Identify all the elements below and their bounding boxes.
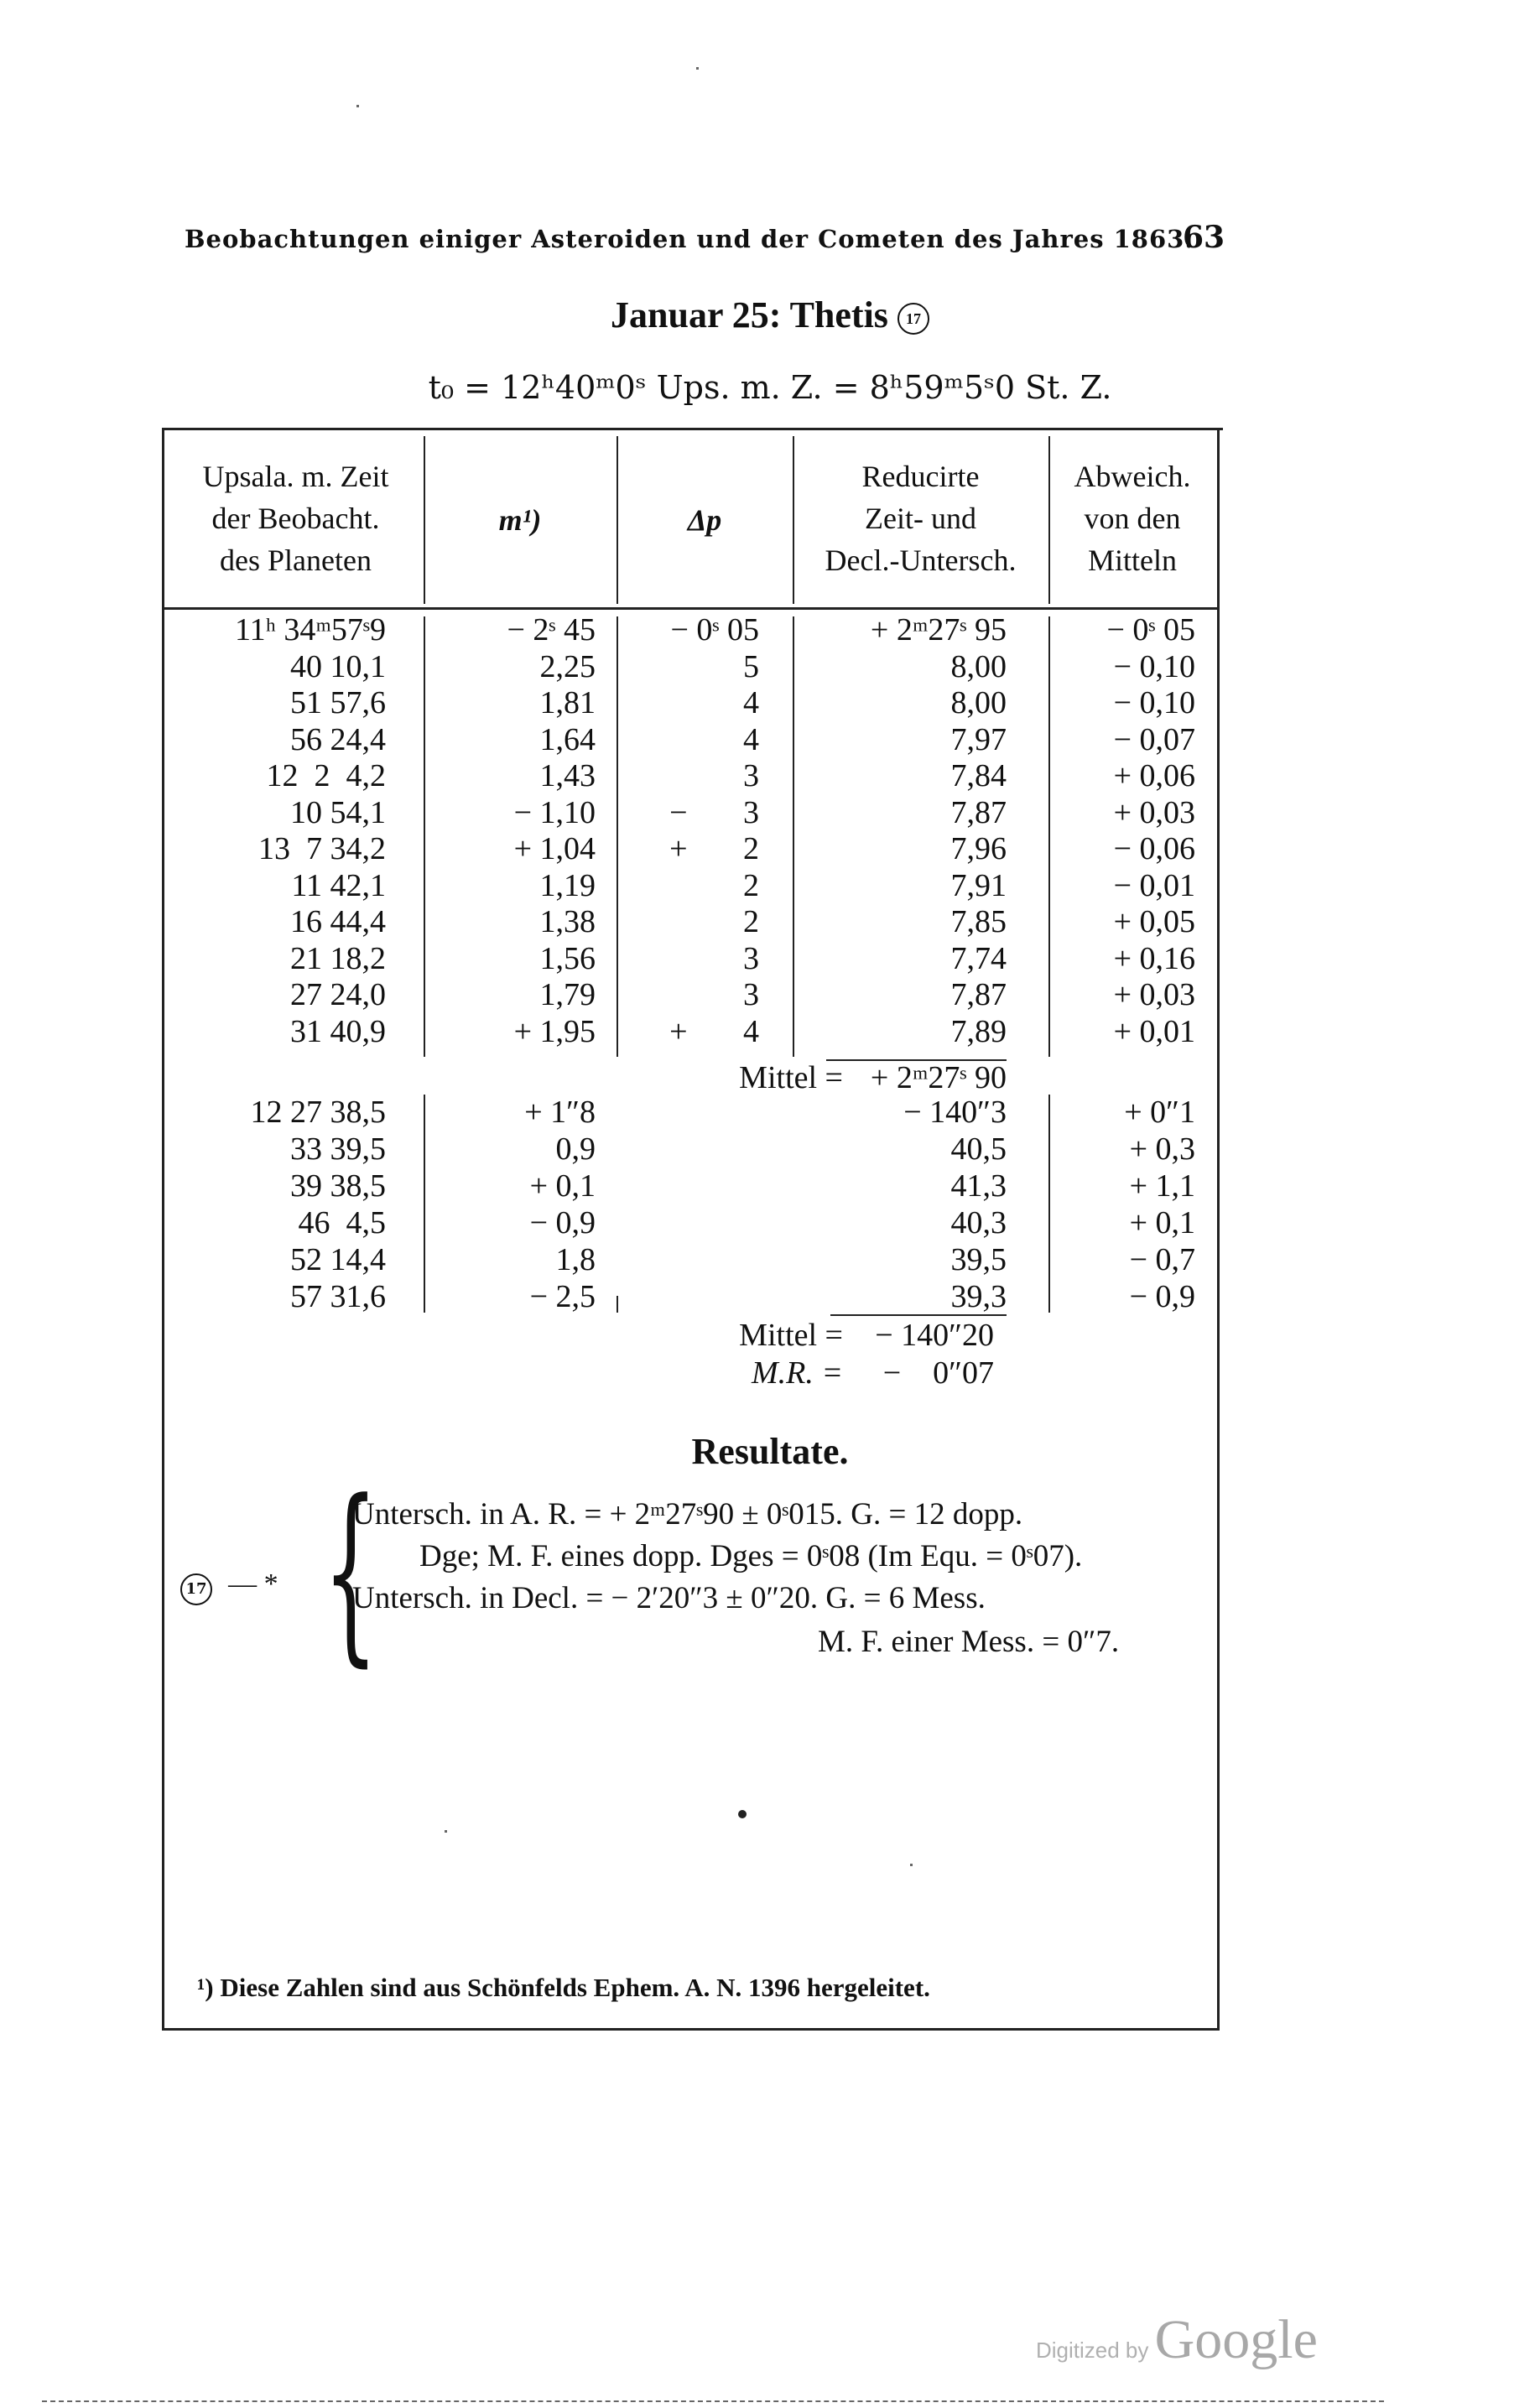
cell-deviation: + 0,06 — [1113, 758, 1195, 793]
ra-mean-label: Mittel = — [739, 1060, 843, 1095]
footnote: ¹) Diese Zahlen sind aus Schönfelds Ephem. A. N. 1396 hergeleitet. — [197, 1973, 930, 2002]
col-header-reduced — [793, 455, 1048, 581]
cell-reduced: 7,85 — [950, 904, 1007, 939]
frame-right-rule — [1217, 429, 1220, 2028]
resultate-label-text: — * — [228, 1568, 278, 1599]
cell-m: 2,25 — [539, 648, 596, 684]
cell-time: 39 38,5 — [290, 1168, 386, 1204]
col-sep-1-body — [424, 616, 425, 1057]
cell-deviation: + 0,01 — [1113, 1013, 1195, 1049]
cell-time: 13 7 34,2 — [258, 831, 386, 866]
cell-time: 16 44,4 — [290, 904, 386, 939]
col-header-m: m¹) — [498, 503, 542, 537]
running-title: Beobachtungen einiger Asteroiden und der Cometen des Jahres 1863. — [185, 225, 1194, 253]
cell-time: 31 40,9 — [290, 1013, 386, 1049]
cell-m: + 1″8 — [524, 1095, 596, 1130]
cell-dp: 2 — [743, 904, 759, 939]
page-number: 63 — [1183, 220, 1225, 255]
cell-deviation: + 0,03 — [1113, 794, 1195, 830]
col-sep-4-decl — [1048, 1095, 1050, 1313]
cell-reduced: 7,87 — [950, 977, 1007, 1012]
brace: { — [323, 1460, 378, 1684]
decl-mean-label: Mittel = — [739, 1318, 843, 1353]
cell-m: 0,9 — [555, 1131, 596, 1167]
cell-deviation: − 0,07 — [1113, 721, 1195, 757]
cell-deviation: − 0,10 — [1113, 685, 1195, 720]
cell-m: − 2ˢ 45 — [507, 612, 596, 648]
resultate-label — [180, 1568, 278, 1605]
cell-reduced: 7,87 — [950, 794, 1007, 830]
col-header-deviation — [1048, 455, 1216, 581]
cell-time: 11 42,1 — [291, 867, 386, 903]
cell-reduced: + 2ᵐ27ˢ 95 — [870, 612, 1007, 648]
cell-dp: 5 — [743, 648, 759, 684]
decl-mr-value: − 0″07 — [882, 1355, 994, 1391]
speck — [356, 105, 359, 107]
cell-dp: 2 — [743, 867, 759, 903]
cell-time: 27 24,0 — [290, 977, 386, 1012]
cell-time: 21 18,2 — [290, 940, 386, 976]
cell-m: 1,56 — [539, 940, 596, 976]
cell-m: + 0,1 — [529, 1168, 596, 1204]
cell-dp: 3 — [743, 940, 759, 976]
cell-reduced: 39,5 — [950, 1242, 1007, 1277]
cell-reduced: 7,89 — [950, 1013, 1007, 1049]
cell-m: 1,43 — [539, 758, 596, 793]
col-header-deviation-line: von den — [1084, 502, 1181, 535]
speck — [910, 1864, 913, 1866]
cell-deviation: + 0″1 — [1124, 1095, 1195, 1130]
cell-deviation: − 0,06 — [1113, 831, 1195, 866]
cell-deviation: + 1,1 — [1129, 1168, 1195, 1204]
decl-mr-label: M.R. = — [751, 1355, 843, 1391]
cell-reduced: 7,84 — [950, 758, 1007, 793]
cell-dp: 4 — [743, 721, 759, 757]
print-dot — [738, 1810, 747, 1818]
speck — [696, 67, 699, 70]
col-header-reduced-line: Zeit- und — [865, 502, 976, 535]
cell-time: 56 24,4 — [290, 721, 386, 757]
cell-deviation: + 0,05 — [1113, 904, 1195, 939]
cell-deviation: − 0,7 — [1129, 1242, 1195, 1277]
scan-edge-line — [42, 2400, 1384, 2402]
cell-m: − 2,5 — [529, 1279, 596, 1314]
speck — [445, 1830, 447, 1833]
col-header-deviation-line: Mitteln — [1088, 543, 1177, 577]
title-text: Januar 25: Thetis — [611, 294, 888, 335]
cell-dp: + 4 — [669, 1013, 759, 1049]
col-sep-2-body — [617, 616, 618, 1057]
cell-reduced: 8,00 — [950, 648, 1007, 684]
cell-reduced: 7,91 — [950, 867, 1007, 903]
col-header-time-line: der Beobacht. — [211, 502, 380, 535]
cell-dp: − 3 — [669, 794, 759, 830]
planet-number-badge: 17 — [897, 303, 929, 335]
cell-time: 12 2 4,2 — [266, 758, 386, 793]
cell-reduced: 8,00 — [950, 685, 1007, 720]
cell-reduced: 7,96 — [950, 831, 1007, 866]
frame-left-rule — [162, 429, 164, 2028]
cell-dp: + 2 — [669, 831, 759, 866]
epoch-line: t₀ = 12ʰ40ᵐ0ˢ Ups. m. Z. = 8ʰ59ᵐ5ˢ0 St. Z. — [428, 369, 1112, 406]
col-header-dp: Δp — [687, 503, 722, 537]
col-sep-2-decl — [617, 1296, 618, 1313]
frame-bottom-rule — [162, 2028, 1220, 2031]
cell-m: 1,64 — [539, 721, 596, 757]
cell-time: 10 54,1 — [290, 794, 386, 830]
col-header-time-line: des Planeten — [220, 543, 372, 577]
cell-time: 52 14,4 — [290, 1242, 386, 1277]
cell-deviation: − 0ˢ 05 — [1106, 612, 1195, 648]
cell-time: 33 39,5 — [290, 1131, 386, 1167]
page-title — [0, 294, 1540, 336]
cell-deviation: + 0,3 — [1129, 1131, 1195, 1167]
cell-time: 12 27 38,5 — [250, 1095, 386, 1130]
cell-reduced: − 140″3 — [903, 1095, 1007, 1130]
cell-m: 1,79 — [539, 977, 596, 1012]
cell-dp: 4 — [743, 685, 759, 720]
resultate-line-1: Untersch. in A. R. = + 2ᵐ27ˢ90 ± 0ˢ015. G. = 12 dopp. — [352, 1497, 1023, 1532]
cell-deviation: − 0,10 — [1113, 648, 1195, 684]
resultate-line-4: M. F. einer Mess. = 0″7. — [818, 1625, 1120, 1659]
watermark-brand: Google — [1154, 2309, 1318, 2370]
resultate-heading: Resultate. — [691, 1431, 849, 1472]
cell-m: 1,19 — [539, 867, 596, 903]
cell-reduced: 39,3 — [950, 1279, 1007, 1314]
col-sep-4-body — [1048, 616, 1050, 1057]
cell-reduced: 40,5 — [950, 1131, 1007, 1167]
col-header-reduced-line: Decl.-Untersch. — [825, 543, 1017, 577]
cell-m: − 0,9 — [529, 1205, 596, 1240]
watermark-prefix: Digitized by — [1036, 2338, 1149, 2363]
cell-time: 57 31,6 — [290, 1279, 386, 1314]
cell-time: 11ʰ 34ᵐ57ˢ9 — [235, 612, 386, 648]
cell-time: 51 57,6 — [290, 685, 386, 720]
decl-mean-rule — [830, 1314, 1007, 1316]
cell-m: + 1,04 — [513, 831, 596, 866]
cell-m: − 1,10 — [513, 794, 596, 830]
col-sep-3-body — [793, 616, 794, 1057]
cell-reduced: 40,3 — [950, 1205, 1007, 1240]
cell-reduced: 41,3 — [950, 1168, 1007, 1204]
cell-dp: 3 — [743, 977, 759, 1012]
col-header-time-line: Upsala. m. Zeit — [202, 460, 389, 493]
decl-mean-value: − 140″20 — [875, 1318, 994, 1353]
resultate-line-3: Untersch. in Decl. = − 2′20″3 ± 0″20. G. = 6 Mess. — [352, 1581, 986, 1615]
cell-reduced: 7,97 — [950, 721, 1007, 757]
cell-dp: 3 — [743, 758, 759, 793]
header-rule — [162, 607, 1220, 610]
cell-m: 1,8 — [555, 1242, 596, 1277]
ra-mean-value: + 2ᵐ27ˢ 90 — [870, 1060, 1007, 1095]
cell-m: 1,38 — [539, 904, 596, 939]
cell-deviation: + 0,03 — [1113, 977, 1195, 1012]
cell-reduced: 7,74 — [950, 940, 1007, 976]
cell-m: + 1,95 — [513, 1013, 596, 1049]
cell-dp: − 0ˢ 05 — [670, 612, 759, 648]
col-header-time — [168, 455, 424, 581]
cell-m: 1,81 — [539, 685, 596, 720]
cell-deviation: − 0,01 — [1113, 867, 1195, 903]
resultate-line-2: Dge; M. F. eines dopp. Dges = 0ˢ08 (Im Equ. = 0ˢ07). — [419, 1539, 1083, 1573]
cell-deviation: − 0,9 — [1129, 1279, 1195, 1314]
col-header-deviation-line: Abweich. — [1074, 460, 1191, 493]
frame-top-rule — [162, 428, 1223, 430]
cell-time: 46 4,5 — [298, 1205, 386, 1240]
cell-deviation: + 0,16 — [1113, 940, 1195, 976]
google-watermark — [1036, 2308, 1318, 2372]
cell-time: 40 10,1 — [290, 648, 386, 684]
planet-number-badge-small: 17 — [180, 1573, 212, 1605]
col-header-reduced-line: Reducirte — [861, 460, 980, 493]
col-sep-1-decl — [424, 1095, 425, 1313]
cell-deviation: + 0,1 — [1129, 1205, 1195, 1240]
